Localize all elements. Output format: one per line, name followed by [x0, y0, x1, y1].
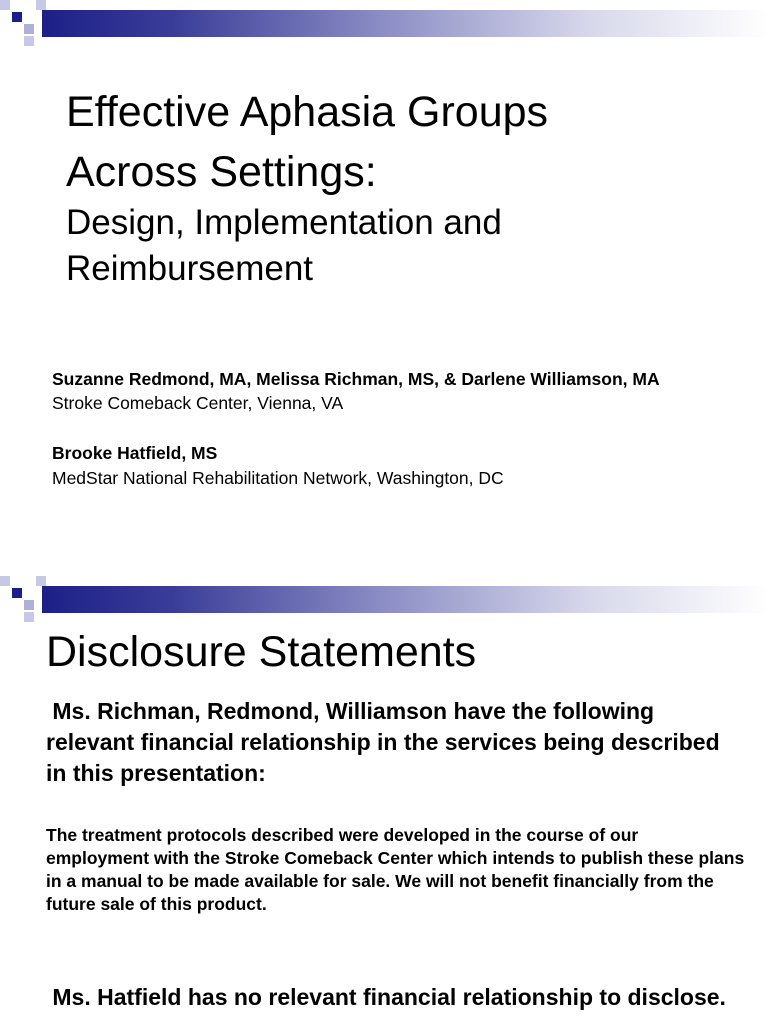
decor-square — [0, 576, 10, 586]
header-gradient-band — [42, 586, 768, 613]
affiliation-line-1: Stroke Comeback Center, Vienna, VA — [52, 393, 344, 413]
slide-title: Disclosure Statements — [46, 628, 477, 676]
decor-square — [24, 612, 34, 622]
authors-line-1: Suzanne Redmond, MA, Melissa Richman, MS, & Darlene Williamson, MA — [52, 369, 660, 389]
affiliation-line-2: MedStar National Rehabilitation Network, Washington, DC — [52, 468, 504, 488]
slide-title-line-1: Effective Aphasia Groups — [66, 88, 549, 136]
decor-square — [24, 24, 34, 34]
disclosure-paragraph-3: Ms. Hatfield has no relevant financial relationship to disclose. — [46, 984, 726, 1010]
disclosure-slide — [0, 576, 768, 1024]
slide-subtitle-line-2: Reimbursement — [66, 249, 314, 288]
slide-title-line-2: Across Settings: — [66, 148, 377, 196]
decor-square — [24, 36, 34, 46]
decor-square — [12, 12, 22, 22]
decor-square — [0, 0, 10, 10]
slide-subtitle-line-1: Design, Implementation and — [66, 203, 502, 242]
decor-square — [12, 588, 22, 598]
disclosure-paragraph-2: The treatment protocols described were developed in the course of our employment with the Stroke Comeback Center which intends to publish these plans in a manual to be made available for sale. We will not benefit financially from the future sale of this product. — [46, 825, 745, 914]
decor-square — [24, 600, 34, 610]
decor-square — [36, 576, 46, 586]
header-gradient-band — [42, 10, 768, 37]
decor-square — [36, 0, 46, 10]
disclosure-paragraph-1: Ms. Richman, Redmond, Williamson have the following relevant financial relationship in the services being described in this presentation: — [46, 698, 727, 786]
authors-line-2: Brooke Hatfield, MS — [52, 443, 218, 463]
